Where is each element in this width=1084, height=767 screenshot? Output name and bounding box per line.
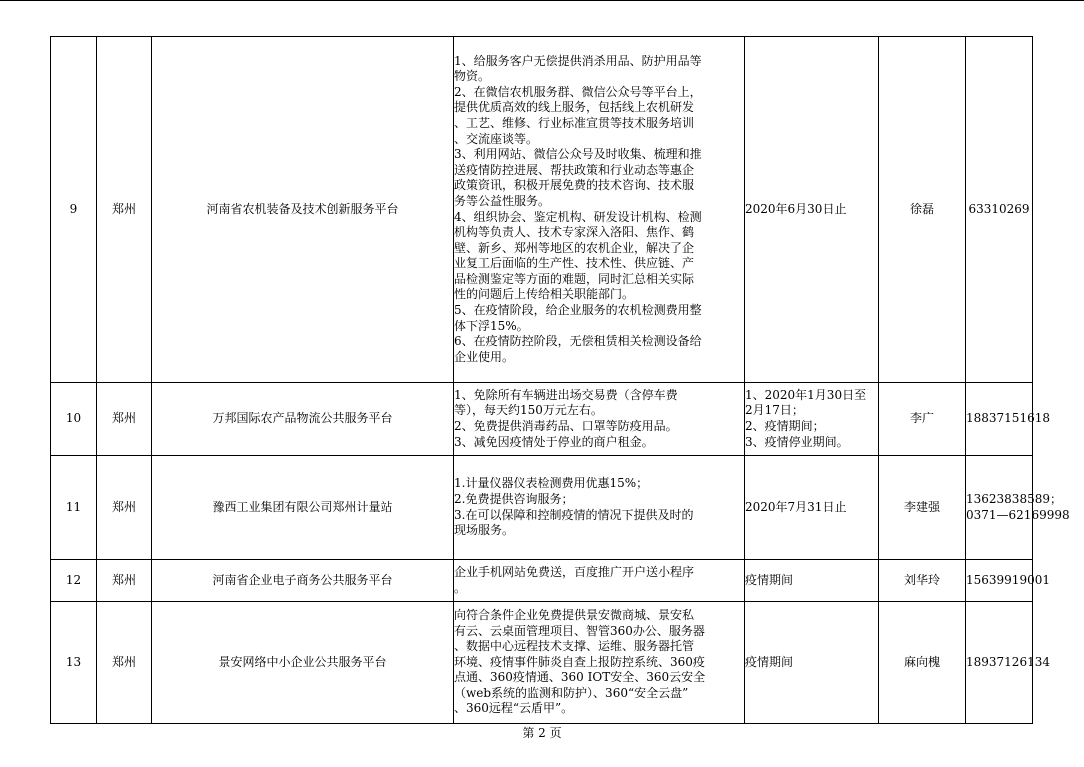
service-content-line: 现场服务。 xyxy=(454,523,515,538)
phone-line: 13623838589； xyxy=(966,491,1062,506)
service-content-line: 、工艺、维修、行业标准宣贯等技术服务培训 xyxy=(454,115,695,130)
service-content-line: 提供优质高效的线上服务，包括线上农机研发 xyxy=(454,100,695,115)
service-content-line: 壁、新乡、郑州等地区的农机企业，解决了企 xyxy=(454,240,695,255)
service-period-cell xyxy=(745,383,879,456)
service-period-line: 1、2020年1月30日至 xyxy=(745,387,867,402)
service-content-line: 品检测鉴定等方面的难题，同时汇总相关实际 xyxy=(454,271,695,286)
service-content-line: 3、利用网站、微信公众号及时收集、梳理和推 xyxy=(454,147,702,162)
service-content-line: 业复工后面临的生产性、技术性、供应链、产 xyxy=(454,256,695,271)
service-platform-table xyxy=(50,36,1070,724)
phone-cell xyxy=(966,602,1050,724)
contact-person-cell: 刘华玲 xyxy=(879,560,966,602)
service-content-cell xyxy=(454,560,745,602)
service-content-line: 机构等负责人、技术专家深入洛阳、焦作、鹤 xyxy=(454,225,695,240)
service-content-cell xyxy=(454,37,745,383)
service-period-line: 疫情期间 xyxy=(745,572,794,587)
row-number-cell: 11 xyxy=(51,456,97,560)
city-cell: 郑州 xyxy=(97,560,152,602)
platform-name-cell: 河南省农机装备及技术创新服务平台 xyxy=(152,37,454,383)
service-period-line: 2020年7月31日止 xyxy=(745,499,847,514)
phone-cell xyxy=(966,37,1033,383)
service-content-line: （web系统的监测和防护）、360“安全云盘” xyxy=(454,685,689,700)
row-number-cell: 9 xyxy=(51,37,97,383)
service-content-line: 向符合条件企业免费提供景安微商城、景安私 xyxy=(454,607,695,622)
service-content-line: 企业使用。 xyxy=(454,349,515,364)
phone-cell xyxy=(966,383,1050,456)
service-content-cell xyxy=(454,383,745,456)
service-content-line: 企业手机网站免费送，百度推广开户送小程序 xyxy=(454,564,695,579)
service-content-line: 2.免费提供咨询服务； xyxy=(454,491,574,506)
service-content-line: 点通、360疫情通、360 IOT安全、360云安全 xyxy=(454,670,706,685)
platform-name-cell: 豫西工业集团有限公司郑州计量站 xyxy=(152,456,454,560)
city-cell: 郑州 xyxy=(97,602,152,724)
service-content-line: 1、给服务客户无偿提供消杀用品、防护用品等 xyxy=(454,53,702,68)
phone-cell xyxy=(966,560,1050,602)
row-number-cell: 13 xyxy=(51,602,97,724)
service-content-line: 、交流座谈等。 xyxy=(454,131,539,146)
service-content-line: 有云、云桌面管理项目、智管360办公、服务器 xyxy=(454,623,705,638)
service-period-cell xyxy=(745,560,879,602)
phone-cell xyxy=(966,456,1070,560)
service-content-line: 6、在疫情防控阶段，无偿租赁相关检测设备给 xyxy=(454,334,702,349)
service-period-line: 2020年6月30日止 xyxy=(745,201,847,216)
platform-name-cell: 河南省企业电子商务公共服务平台 xyxy=(152,560,454,602)
service-content-line: 体下浮15%。 xyxy=(454,318,529,333)
platform-name-cell: 万邦国际农产品物流公共服务平台 xyxy=(152,383,454,456)
service-content-cell xyxy=(454,456,745,560)
contact-person-cell: 麻向槐 xyxy=(879,602,966,724)
table-row xyxy=(51,383,1033,456)
platform-name-cell: 景安网络中小企业公共服务平台 xyxy=(152,602,454,724)
service-content-line: 环境、疫情事件肺炎自查上报防控系统、360疫 xyxy=(454,654,705,669)
city-cell: 郑州 xyxy=(97,37,152,383)
service-period-line: 2月17日； xyxy=(745,403,804,418)
service-content-line: 政策资讯，积极开展免费的技术咨询、技术服 xyxy=(454,178,695,193)
service-period-cell xyxy=(745,37,879,383)
phone-line: 15639919001 xyxy=(966,572,1050,587)
table-row xyxy=(51,37,1033,383)
service-content-line: 。 xyxy=(454,580,467,595)
service-content-line: 2、免费提供消毒药品、口罩等防疫用品。 xyxy=(454,419,678,433)
service-content-line: 务等公益性服务。 xyxy=(454,193,551,208)
service-content-cell xyxy=(454,602,745,724)
service-content-line: 性的问题后上传给相关职能部门。 xyxy=(454,287,635,302)
service-content-line: 2、在微信农机服务群、微信公众号等平台上， xyxy=(454,84,702,99)
table-row xyxy=(51,456,1033,560)
table-row xyxy=(51,560,1033,602)
phone-line: 63310269 xyxy=(968,201,1030,216)
row-number-cell: 12 xyxy=(51,560,97,602)
service-period-cell xyxy=(745,602,879,724)
service-content-line: 、数据中心远程技术支撑、运维、服务器托管 xyxy=(454,639,695,654)
service-content-line: 5、在疫情阶段，给企业服务的农机检测费用整 xyxy=(454,303,702,318)
service-content-line: 物资。 xyxy=(454,69,491,84)
phone-line: 0371—62169998 xyxy=(966,507,1070,522)
city-cell: 郑州 xyxy=(97,456,152,560)
city-cell: 郑州 xyxy=(97,383,152,456)
service-content-line: 1.计量仪器仪表检测费用优惠15%； xyxy=(454,476,649,491)
phone-line: 18937126134 xyxy=(966,654,1050,669)
contact-person-cell: 徐磊 xyxy=(879,37,966,383)
service-content-line: 1、免除所有车辆进出场交易费（含停车费 xyxy=(454,387,678,402)
top-rule xyxy=(0,0,1084,1)
service-period-line: 2、疫情期间； xyxy=(745,419,825,433)
phone-line: 18837151618 xyxy=(966,411,1050,426)
service-period-line: 3、疫情停业期间。 xyxy=(745,434,849,449)
service-content-line: 、360远程“云盾甲”。 xyxy=(454,701,574,716)
page-number: 第 2 页 xyxy=(522,726,562,740)
contact-person-cell: 李广 xyxy=(879,383,966,456)
service-content-line: 等），每天约150万元左右。 xyxy=(454,403,603,418)
service-content-line: 4、组织协会、鉴定机构、研发设计机构、检测 xyxy=(454,209,702,224)
service-period-cell xyxy=(745,456,879,560)
service-content-line: 3.在可以保障和控制疫情的情况下提供及时的 xyxy=(454,507,694,522)
service-content-line: 送疫情防控进展、帮扶政策和行业动态等惠企 xyxy=(454,162,695,177)
contact-person-cell: 李建强 xyxy=(879,456,966,560)
row-number-cell: 10 xyxy=(51,383,97,456)
table-row xyxy=(51,602,1033,724)
service-content-line: 3、减免因疫情处于停业的商户租金。 xyxy=(454,434,654,449)
service-period-line: 疫情期间 xyxy=(745,654,794,669)
